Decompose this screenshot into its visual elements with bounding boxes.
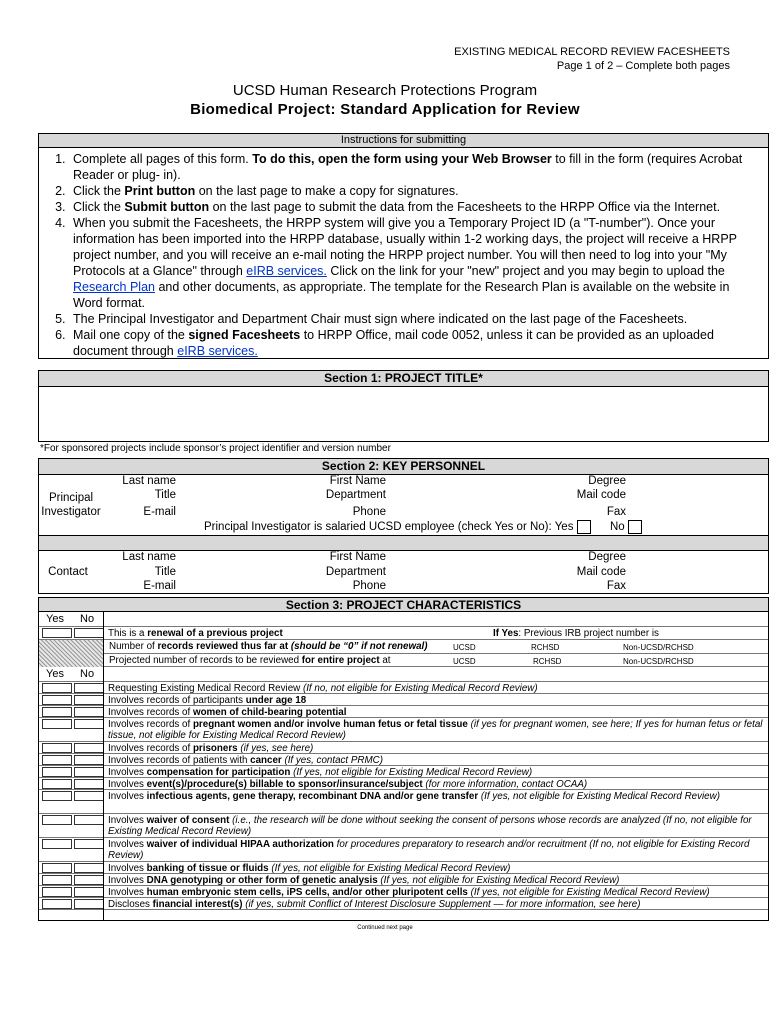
characteristic-no-checkbox[interactable]	[74, 899, 104, 909]
characteristic-yes-checkbox[interactable]	[42, 755, 72, 765]
eirb-link[interactable]: eIRB services.	[246, 264, 327, 278]
characteristic-yes-checkbox[interactable]	[42, 707, 72, 717]
characteristic-yes-checkbox[interactable]	[42, 899, 72, 909]
salaried-no-checkbox[interactable]	[628, 520, 642, 534]
characteristic-yes-checkbox[interactable]	[42, 791, 72, 801]
yes-no-header-1	[38, 612, 769, 627]
characteristic-row	[38, 886, 769, 898]
contact-first-name-label: First Name	[329, 551, 386, 563]
pi-first-name-label: First Name	[329, 475, 386, 487]
contact-title-label: Title	[154, 566, 176, 578]
no-header: No	[80, 613, 95, 625]
salaried-no: No	[610, 520, 642, 534]
characteristic-row	[38, 814, 769, 838]
project-title-field[interactable]	[39, 387, 768, 443]
contact-last-name-label: Last name	[122, 551, 176, 563]
characteristic-row	[38, 778, 769, 790]
characteristic-no-checkbox[interactable]	[74, 779, 104, 789]
renewal-no-checkbox[interactable]	[74, 628, 104, 638]
characteristic-text: Involves records of patients with cancer (If yes, contact PRMC)	[108, 755, 383, 766]
characteristic-text: Involves banking of tissue or fluids (If yes, not eligible for Existing Medical Record Review)	[108, 863, 511, 874]
contact-email-label: E-mail	[143, 580, 176, 592]
section3-column-line	[103, 612, 104, 921]
contact-phone-label: Phone	[352, 580, 386, 592]
pi-degree-label: Degree	[588, 475, 626, 487]
salaried-yes-checkbox[interactable]	[577, 520, 591, 534]
section1-note: *For sponsored projects include sponsor’s project identifier and version number	[40, 443, 391, 454]
characteristic-row	[38, 862, 769, 874]
header-form-name: EXISTING MEDICAL RECORD REVIEW FACESHEETS	[454, 46, 730, 58]
section1-box	[38, 370, 769, 442]
pi-phone-label: Phone	[352, 506, 386, 518]
characteristic-yes-checkbox[interactable]	[42, 743, 72, 753]
characteristic-row	[38, 718, 769, 742]
characteristic-no-checkbox[interactable]	[74, 791, 104, 801]
characteristic-no-checkbox[interactable]	[74, 767, 104, 777]
characteristic-text: Involves event(s)/procedure(s) billable to sponsor/insurance/subject (for more information, contact OCAA)	[108, 779, 588, 790]
characteristic-no-checkbox[interactable]	[74, 839, 104, 849]
renewal-row: This is a renewal of a previous project If Yes: Previous IRB project number is	[38, 627, 769, 640]
characteristic-row	[38, 742, 769, 754]
characteristic-text: Involves records of prisoners (if yes, see here)	[108, 743, 314, 754]
org-title: UCSD Human Research Protections Program	[232, 82, 538, 99]
characteristic-row	[38, 766, 769, 778]
pi-mail-code-label: Mail code	[576, 489, 626, 501]
records-reviewed-row: Number of records reviewed thus far at (should be “0” if not renewal) UCSD RCHSD Non-UCSD/RCHSD	[103, 640, 769, 654]
characteristic-yes-checkbox[interactable]	[42, 683, 72, 693]
records-ucsd-label: UCSD	[453, 643, 476, 652]
characteristic-no-checkbox[interactable]	[74, 863, 104, 873]
characteristic-text: Involves waiver of consent (i.e., the research will be done without seeking the consent of persons whose records are analyzed (If no, not eligible for Existing Medical Record Review)	[108, 815, 752, 837]
characteristic-yes-checkbox[interactable]	[42, 719, 72, 729]
instruction-6: 6. Mail one copy of the signed Facesheets to HRPP Office, mail code 0052, unless it can be provided as an uploaded document through eIRB services.	[69, 327, 758, 359]
form-title: Biomedical Project: Standard Application for Review	[190, 101, 580, 118]
characteristic-no-checkbox[interactable]	[74, 683, 104, 693]
instruction-4: 4. When you submit the Facesheets, the HRPP system will give you a Temporary Project ID (a "T-number"). Once your information has been imported into the HRPP database, usually within 1-2 working days, the project will receive a HRPP project number, and you will receive an e-mail noting the HRPP project number. You will then need to log into your "My Protocols at a Glance" through eIRB services. Click on the link for your "new" project and you may begin to upload the Research Plan and other documents, as appropriate. The template for the Research Plan is available on the website in Word format.	[69, 215, 758, 311]
characteristic-no-checkbox[interactable]	[74, 815, 104, 825]
records-non-label: Non-UCSD/RCHSD	[623, 643, 694, 652]
instruction-1: 1. Complete all pages of this form. To do this, open the form using your Web Browser to fill in the form (requires Acrobat Reader or plug- in).	[69, 151, 758, 183]
section3-title: Section 3: PROJECT CHARACTERISTICS	[285, 598, 522, 612]
characteristic-yes-checkbox[interactable]	[42, 695, 72, 705]
characteristic-no-checkbox[interactable]	[74, 755, 104, 765]
pi-department-label: Department	[325, 489, 386, 501]
characteristic-text: Involves compensation for participation (If yes, not eligible for Existing Medical Record Review)	[108, 767, 533, 778]
characteristic-no-checkbox[interactable]	[74, 743, 104, 753]
section1-title: Section 1: PROJECT TITLE*	[39, 371, 768, 387]
instruction-3: 3. Click the Submit button on the last page to submit the data from the Facesheets to the HRPP Office via the Internet.	[69, 199, 758, 215]
contact-fax-label: Fax	[606, 580, 626, 592]
characteristic-no-checkbox[interactable]	[74, 707, 104, 717]
research-plan-link[interactable]: Research Plan	[73, 280, 155, 294]
pi-title-label: Title	[154, 489, 176, 501]
continued-note: Continued next page	[357, 925, 413, 931]
characteristic-text: Requesting Existing Medical Record Review (If no, not eligible for Existing Medical Record Review)	[108, 683, 538, 694]
instruction-5: 5. The Principal Investigator and Department Chair must sign where indicated on the last page of the Facesheets.	[69, 311, 758, 327]
characteristic-yes-checkbox[interactable]	[42, 815, 72, 825]
instruction-2: 2. Click the Print button on the last page to make a copy for signatures.	[69, 183, 758, 199]
renewal-if-yes: If Yes: Previous IRB project number is	[493, 628, 659, 639]
characteristic-text: Involves records of women of child-bearing potential	[108, 707, 347, 718]
characteristic-row	[38, 682, 769, 694]
characteristic-text: Involves infectious agents, gene therapy, recombinant DNA and/or gene transfer (If yes, not eligible for Existing Medical Record Review)	[108, 791, 720, 802]
projected-ucsd-label: UCSD	[453, 657, 476, 666]
contact-department-label: Department	[325, 566, 386, 578]
eirb-link-2[interactable]: eIRB services.	[177, 344, 258, 358]
contact-degree-label: Degree	[588, 551, 626, 563]
characteristic-row	[38, 790, 769, 814]
header-page-number: Page 1 of 2 – Complete both pages	[556, 60, 730, 72]
section2-title: Section 2: KEY PERSONNEL	[39, 459, 768, 475]
pi-last-name-label: Last name	[122, 475, 176, 487]
instructions-list	[39, 151, 768, 359]
characteristic-text: Discloses financial interest(s) (if yes, submit Conflict of Interest Disclosure Supplement — for more information, see here)	[108, 899, 641, 910]
page-header	[454, 45, 730, 73]
projected-non-label: Non-UCSD/RCHSD	[623, 657, 694, 666]
section2-divider	[39, 535, 768, 551]
pi-email-label: E-mail	[143, 506, 176, 518]
characteristic-yes-checkbox[interactable]	[42, 779, 72, 789]
renewal-yes-checkbox[interactable]	[42, 628, 72, 638]
characteristic-row	[38, 754, 769, 766]
characteristic-no-checkbox[interactable]	[74, 887, 104, 897]
characteristic-yes-checkbox[interactable]	[42, 875, 72, 885]
characteristic-row	[38, 874, 769, 886]
contact-label: Contact	[48, 566, 88, 578]
characteristic-text: Involves waiver of individual HIPAA authorization for procedures preparatory to research and/or recruitment (If no, not eligible for Existing Record Review)	[108, 839, 750, 861]
salaried-question: Principal Investigator is salaried UCSD employee (check Yes or No): Yes	[204, 520, 591, 534]
characteristic-yes-checkbox[interactable]	[42, 887, 72, 897]
characteristic-no-checkbox[interactable]	[74, 695, 104, 705]
characteristic-row	[38, 838, 769, 862]
no-header-2: No	[80, 668, 95, 680]
projected-rchsd-label: RCHSD	[533, 657, 562, 666]
section3-title-bar	[38, 597, 769, 612]
instructions-box	[38, 133, 769, 359]
contact-mail-code-label: Mail code	[576, 566, 626, 578]
characteristic-no-checkbox[interactable]	[74, 875, 104, 885]
characteristic-text: Involves records of participants under age 18	[108, 695, 307, 706]
characteristic-text: Involves records of pregnant women and/or involve human fetus or fetal tissue (if yes for pregnant women, see here; If yes for human fetus or fetal tissue, not eligible for Existing Medical Record Review)	[108, 719, 763, 741]
yes-header-2: Yes	[46, 668, 64, 680]
pi-label: Principal Investigator	[41, 492, 101, 518]
characteristic-text: Involves DNA genotyping or other form of genetic analysis (If yes, not eligible for Existing Medical Record Review)	[108, 875, 620, 886]
projected-records-row: Projected number of records to be reviewed for entire project at UCSD RCHSD Non-UCSD/RCHSD	[103, 654, 769, 667]
characteristic-yes-checkbox[interactable]	[42, 863, 72, 873]
yes-no-header-2	[38, 667, 769, 682]
records-rchsd-label: RCHSD	[531, 643, 560, 652]
characteristic-row	[38, 694, 769, 706]
yes-header: Yes	[46, 613, 64, 625]
characteristic-yes-checkbox[interactable]	[42, 839, 72, 849]
characteristic-text: Involves human embryonic stem cells, iPS cells, and/or other pluripotent cells (If yes, not eligible for Existing Medical Record Review)	[108, 887, 710, 898]
characteristic-row	[38, 706, 769, 718]
pi-fax-label: Fax	[606, 506, 626, 518]
instructions-bar: Instructions for submitting	[39, 134, 768, 148]
hatched-block	[38, 640, 103, 667]
characteristic-no-checkbox[interactable]	[74, 719, 104, 729]
characteristic-yes-checkbox[interactable]	[42, 767, 72, 777]
characteristic-row	[38, 898, 769, 910]
